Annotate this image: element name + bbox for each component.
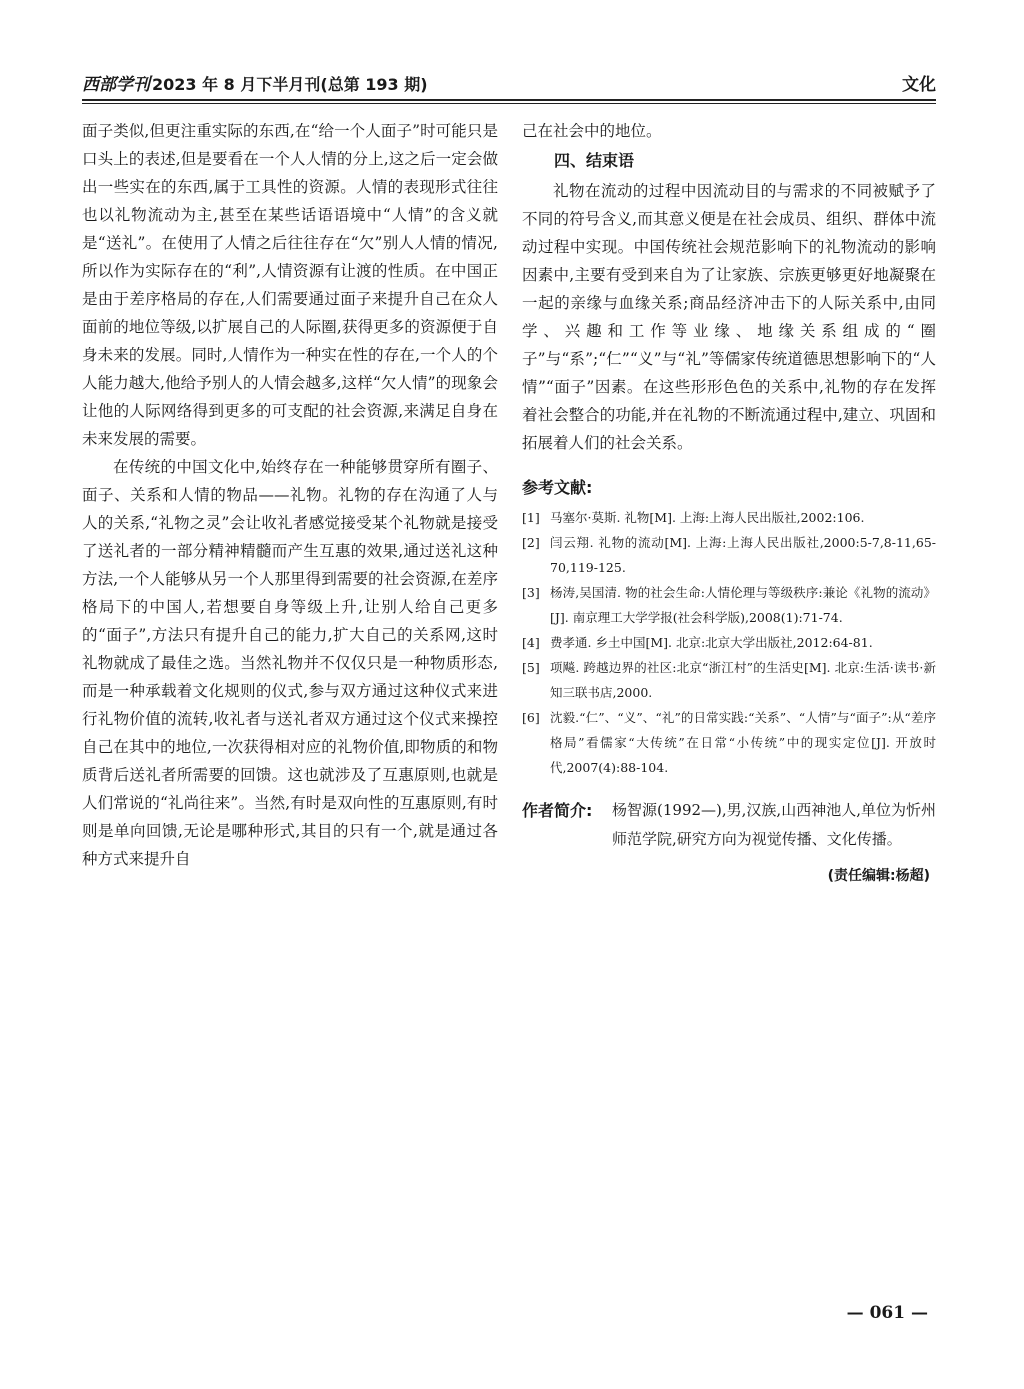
reference-number: [3] bbox=[522, 585, 540, 600]
right-column bbox=[522, 117, 936, 890]
reference-item bbox=[522, 530, 936, 580]
section-heading: 四、结束语 bbox=[554, 151, 635, 170]
section-label: 文化 bbox=[902, 75, 936, 95]
reference-text: 杨涛,吴国清. 物的社会生命:人情伦理与等级秩序:兼论《礼物的流动》[J]. 南京理工大学学报(社会科学版),2008(1):71-74. bbox=[550, 585, 936, 625]
reference-text: 费孝通. 乡土中国[M]. 北京:北京大学出版社,2012:64-81. bbox=[550, 635, 873, 650]
journal-logo: 西部学刊 bbox=[82, 75, 150, 95]
page-number: — 061 — bbox=[846, 1303, 928, 1323]
reference-text: 项飚. 跨越边界的社区:北京“浙江村”的生活史[M]. 北京:生活·读书·新知三联书店,2000. bbox=[550, 660, 936, 700]
reference-item bbox=[522, 630, 936, 655]
reference-number: [6] bbox=[522, 710, 540, 725]
reference-text: 马塞尔·莫斯. 礼物[M]. 上海:上海人民出版社,2002:106. bbox=[550, 510, 865, 525]
author-bio-label: 作者简介: bbox=[522, 801, 593, 820]
references-heading: 参考文献: bbox=[522, 478, 593, 497]
page-header bbox=[82, 72, 936, 98]
header-rule-thin bbox=[82, 103, 936, 104]
reference-number: [2] bbox=[522, 535, 540, 550]
reference-number: [5] bbox=[522, 660, 540, 675]
author-bio-text: 杨智源(1992—),男,汉族,山西神池人,单位为忻州师范学院,研究方向为视觉传播、文化传播。 bbox=[612, 801, 936, 848]
body-paragraph: 在传统的中国文化中,始终存在一种能够贯穿所有圈子、面子、关系和人情的物品——礼物。礼物的存在沟通了人与人的关系,“礼物之灵”会让收礼者感觉接受某个礼物就是接受了送礼者的一部分精神精髓而产生互惠的效果,通过送礼这种方法,一个人能够从另一个人那里得到需要的社会资源,在差序格局下的中国人,若想要自身等级上升,让别人给自己更多的“面子”,方法只有提升自己的能力,扩大自己的关系网,这时礼物就成了最佳之选。当然礼物并不仅仅只是一种物质形态,而是一种承载着文化规则的仪式,参与双方通过这种仪式来进行礼物价值的流转,收礼者与送礼者双方通过这个仪式来操控自己在其中的地位,一次获得相对应的礼物价值,即物质的和物质背后送礼者所需要的回馈。这也就涉及了互惠原则,也就是人们常说的“礼尚往来”。当然,有时是双向性的互惠原则,有时则是单向回馈,无论是哪种形式,其目的只有一个,就是通过各种方式来提升自 bbox=[82, 458, 498, 868]
editor-note: (责任编辑:杨超) bbox=[827, 868, 930, 884]
reference-item bbox=[522, 580, 936, 630]
reference-item bbox=[522, 505, 936, 530]
body-paragraph: 礼物在流动的过程中因流动目的与需求的不同被赋予了不同的符号含义,而其意义便是在社会成员、组织、群体中流动过程中实现。中国传统社会规范影响下的礼物流动的影响因素中,主要有受到来自为了让家族、宗族更够更好地凝聚在一起的亲缘与血缘关系;商品经济冲击下的人际关系中,由同学、兴趣和工作等业缘、地缘关系组成的“圈子”与“系”;“仁”“义”与“礼”等儒家传统道德思想影响下的“人情”“面子”因素。在这些形形色色的关系中,礼物的存在发挥着社会整合的功能,并在礼物的不断流通过程中,建立、巩固和拓展着人们的社会关系。 bbox=[522, 182, 936, 452]
reference-number: [4] bbox=[522, 635, 540, 650]
left-column bbox=[82, 117, 498, 873]
author-bio bbox=[522, 796, 936, 854]
issue-label: 2023 年 8 月下半月刊(总第 193 期) bbox=[152, 75, 428, 94]
body-paragraph: 己在社会中的地位。 bbox=[522, 122, 662, 140]
reference-item bbox=[522, 705, 936, 780]
journal-issue-info bbox=[82, 72, 428, 98]
reference-number: [1] bbox=[522, 510, 540, 525]
body-paragraph: 面子类似,但更注重实际的东西,在“给一个人面子”时可能只是口头上的表述,但是要看在一个人人情的分上,这之后一定会做出一些实在的东西,属于工具性的资源。人情的表现形式往往也以礼物流动为主,甚至在某些话语语境中“人情”的含义就是“送礼”。在使用了人情之后往往存在“欠”别人人情的情况,所以作为实际存在的“利”,人情资源有让渡的性质。在中国正是由于差序格局的存在,人们需要通过面子来提升自己在众人面前的地位等级,以扩展自己的人际圈,获得更多的资源便于自身未来的发展。同时,人情作为一种实在性的存在,一个人的个人能力越大,他给予别人的人情会越多,这样“欠人情”的现象会让他的人际网络得到更多的可支配的社会资源,来满足自身在未来发展的需要。 bbox=[82, 122, 498, 448]
reference-item bbox=[522, 655, 936, 705]
reference-text: 闫云翔. 礼物的流动[M]. 上海:上海人民出版社,2000:5-7,8-11,65-70,119-125. bbox=[550, 535, 936, 575]
reference-text: 沈毅.“仁”、“义”、“礼”的日常实践:“关系”、“人情”与“面子”:从“差序格局”看儒家“大传统”在日常“小传统”中的现实定位[J]. 开放时代,2007(4):88-104. bbox=[550, 710, 936, 775]
reference-list bbox=[522, 505, 936, 780]
header-rule bbox=[82, 99, 936, 101]
